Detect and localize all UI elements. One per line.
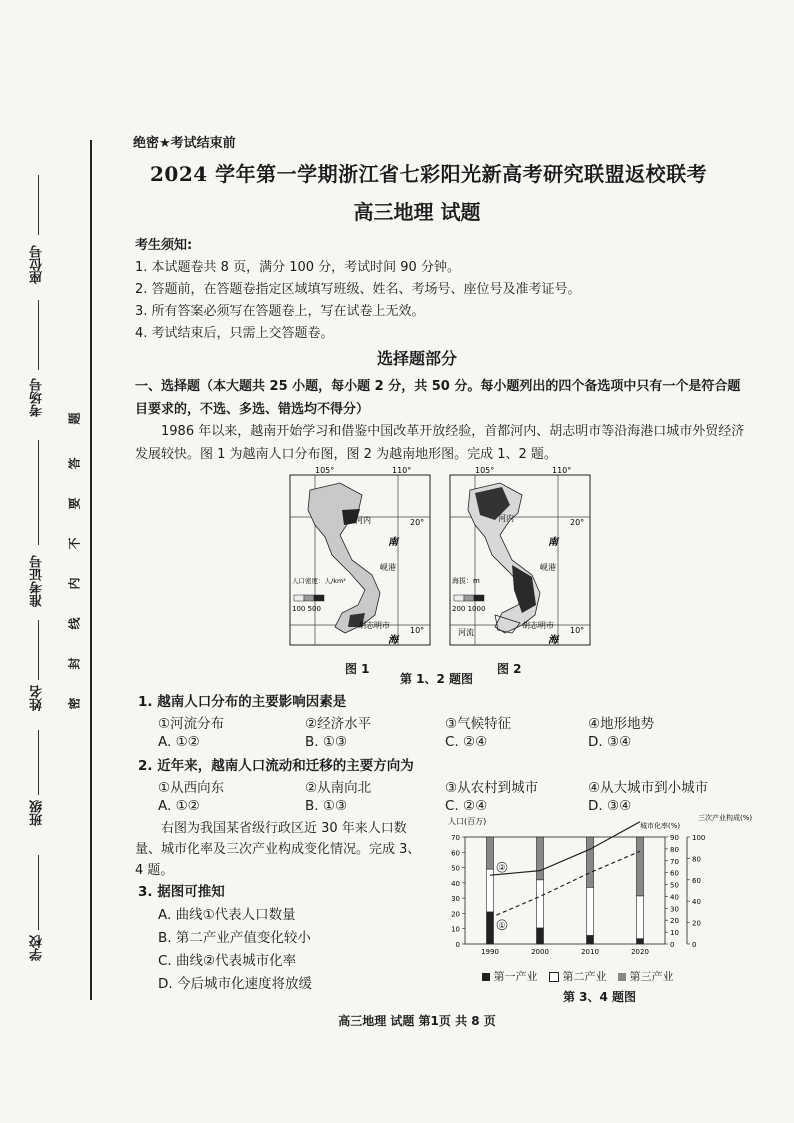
page-footer: 高三地理 试题 第1页 共 8 页 — [338, 1014, 496, 1028]
map1-lat1: 20° — [410, 518, 425, 527]
q1-stem: 1. 越南人口分布的主要影响因素是 — [138, 694, 347, 710]
bar-secondary — [537, 880, 544, 928]
left-tick-label: 50 — [451, 864, 460, 873]
seat-label: 座位号 — [30, 245, 45, 284]
series-1-line — [490, 851, 640, 918]
notice-item: 2. 答题前，在答题卷指定区域填写班级、姓名、考场号、座位号及准考证号。 — [135, 282, 581, 297]
room-label: 考场号 — [30, 378, 45, 417]
q3-option-d[interactable]: D. 今后城市化速度将放缓 — [158, 976, 312, 992]
bar-primary — [587, 935, 594, 944]
left-tick-label: 10 — [451, 925, 460, 934]
series-2-line — [490, 822, 640, 876]
x-tick-label: 2000 — [531, 948, 549, 956]
binding-line — [90, 140, 92, 1000]
bar-secondary — [587, 887, 594, 935]
bar-primary — [537, 928, 544, 944]
q1-option-c[interactable]: C. ②④ — [445, 734, 488, 750]
left-tick-label: 30 — [451, 895, 460, 904]
maps-group-caption: 第 1、2 题图 — [400, 672, 474, 686]
section-title: 选择题部分 — [376, 349, 457, 368]
mid-tick-label: 50 — [670, 881, 679, 890]
mid-tick-label: 10 — [670, 929, 679, 938]
map2-lon2: 110° — [552, 466, 572, 475]
map-terrain — [440, 465, 600, 660]
seal-char: 题 — [67, 412, 82, 425]
map2-sea1: 南 — [548, 537, 558, 548]
left-tick-label: 0 — [455, 941, 460, 949]
q1-choice: ③气候特征 — [445, 716, 512, 732]
q1-choice: ④地形地势 — [588, 716, 655, 732]
left-tick-label: 70 — [451, 834, 460, 842]
mid-axis-label: 城市化率(%) — [640, 822, 681, 830]
q2-option-c[interactable]: C. ②④ — [445, 798, 488, 814]
map1-city-danang: 岘港 — [380, 563, 396, 572]
q2-choice: ③从农村到城市 — [445, 780, 539, 796]
notice-heading: 考生须知: — [135, 238, 193, 253]
chart-legend — [482, 968, 674, 984]
map2-city-hanoi: 河内 — [498, 514, 514, 523]
class-label: 班级 — [30, 800, 45, 826]
map2-legend-values: 200 1000 — [452, 605, 486, 613]
map2-city-hcm: 胡志明市 — [522, 621, 554, 630]
seal-char: 要 — [67, 497, 82, 510]
q3-option-a[interactable]: A. 曲线①代表人口数量 — [158, 907, 296, 923]
q2-option-a[interactable]: A. ①② — [158, 798, 200, 814]
map2-legend-title: 海拔：m — [452, 577, 480, 585]
bar-tertiary — [537, 837, 544, 880]
q1-option-b[interactable]: B. ①③ — [305, 734, 348, 750]
seal-char: 密 — [67, 697, 82, 710]
section-intro: 一、选择题（本大题共 25 小题，每小题 2 分，共 50 分。每小题列出的四个备选项中只有一个是符合题目要求的，不选、多选、错选均不得分） — [135, 379, 741, 417]
map-population — [280, 465, 440, 660]
ticket-field[interactable] — [38, 440, 39, 545]
q2-option-d[interactable]: D. ③④ — [588, 798, 632, 814]
legend-primary: 第一产业 — [493, 970, 538, 983]
map1-city-hcm: 胡志明市 — [358, 621, 390, 630]
right-tick-label: 60 — [692, 876, 701, 885]
mid-tick-label: 60 — [670, 869, 679, 878]
map2-lat1: 20° — [570, 518, 585, 527]
map1-legend-title: 人口密度：人/km² — [292, 577, 346, 585]
map1-lat2: 10° — [410, 626, 425, 635]
map1-sea2: 海 — [388, 635, 398, 646]
chart-caption: 第 3、4 题图 — [563, 990, 637, 1004]
q3-option-c[interactable]: C. 曲线②代表城市化率 — [158, 953, 297, 969]
q1-choice: ①河流分布 — [158, 716, 225, 732]
mid-tick-label: 80 — [670, 845, 679, 854]
seal-char: 不 — [67, 537, 82, 550]
school-field[interactable] — [38, 855, 39, 930]
legend-tertiary: 第三产业 — [629, 970, 674, 983]
q2-choice: ②从南向北 — [305, 780, 372, 796]
q2-stem: 2. 近年来，越南人口流动和迁移的主要方向为 — [138, 758, 414, 774]
notice-item: 4. 考试结束后，只需上交答题卷。 — [135, 326, 334, 341]
population-urbanization-chart — [440, 812, 753, 987]
seal-char: 内 — [67, 577, 82, 590]
right-tick-label: 100 — [692, 834, 706, 842]
secret-mark: 绝密★考试结束前 — [133, 136, 236, 151]
q2-choice: ④从大城市到小城市 — [588, 780, 709, 796]
bar-tertiary — [587, 837, 594, 887]
q1-option-d[interactable]: D. ③④ — [588, 734, 632, 750]
name-label: 姓名 — [30, 685, 45, 711]
right-tick-label: 80 — [692, 855, 701, 864]
exam-title: 2024 学年第一学期浙江省七彩阳光新高考研究联盟返校联考 — [150, 162, 708, 186]
x-tick-label: 1990 — [481, 948, 499, 956]
name-field[interactable] — [38, 620, 39, 680]
series-1-label: ① — [498, 920, 506, 930]
q3-stem: 3. 据图可推知 — [138, 884, 225, 900]
map1-legend-values: 100 500 — [292, 605, 321, 613]
plot-frame — [465, 837, 665, 944]
seal-char: 线 — [67, 617, 82, 630]
map2-lon1: 105° — [475, 466, 495, 475]
legend-swatch-secondary — [549, 972, 559, 982]
map1-sea1: 南 — [388, 537, 398, 548]
right-tick-label: 40 — [692, 898, 701, 907]
mid-tick-label: 40 — [670, 893, 679, 902]
map2-city-danang: 岘港 — [540, 563, 556, 572]
bar-secondary — [637, 896, 644, 939]
passage-2: 右图为我国某省级行政区近 30 年来人口数量、城市化率及三次产业构成变化情况。完成 3、4 题。 — [135, 821, 421, 878]
mid-tick-label: 0 — [670, 941, 675, 949]
notice-item: 1. 本试题卷共 8 页，满分 100 分，考试时间 90 分钟。 — [135, 260, 460, 275]
q3-option-b[interactable]: B. 第二产业产值变化较小 — [158, 930, 311, 946]
map2-sea2: 海 — [548, 635, 558, 646]
map1-caption: 图 1 — [345, 662, 370, 676]
mid-tick-label: 20 — [670, 917, 679, 926]
x-tick-label: 2010 — [581, 948, 599, 956]
q2-option-b[interactable]: B. ①③ — [305, 798, 348, 814]
map2-river-label: 河流 — [458, 628, 474, 637]
ticket-label: 准考证号 — [30, 555, 45, 607]
seal-char: 答 — [67, 457, 82, 470]
left-tick-label: 40 — [451, 879, 460, 888]
seal-char: 封 — [67, 657, 82, 670]
q1-option-a[interactable]: A. ①② — [158, 734, 200, 750]
left-axis-label: 人口(百万) — [448, 817, 487, 826]
mid-tick-label: 90 — [670, 834, 679, 842]
bar-tertiary — [487, 837, 494, 869]
class-field[interactable] — [38, 730, 39, 795]
map1-lon2: 110° — [392, 466, 412, 475]
notice-item: 3. 所有答案必须写在答题卷上，写在试卷上无效。 — [135, 304, 425, 319]
map1-lon1: 105° — [315, 466, 335, 475]
right-tick-label: 20 — [692, 919, 701, 928]
bar-primary — [637, 939, 644, 944]
map1-city-hanoi: 河内 — [355, 516, 371, 525]
mid-tick-label: 70 — [670, 857, 679, 866]
left-tick-label: 20 — [451, 910, 460, 919]
mid-tick-label: 30 — [670, 905, 679, 914]
bar-tertiary — [637, 837, 644, 896]
map2-lat2: 10° — [570, 626, 585, 635]
exam-subtitle: 高三地理 试题 — [353, 200, 481, 224]
left-tick-label: 60 — [451, 849, 460, 858]
passage-1: 1986 年以来，越南开始学习和借鉴中国改革开放经验，首都河内、胡志明市等沿海港口城市外贸经济发展较快。图 1 为越南人口分布图，图 2 为越南地形图。完成 1、2 题。 — [135, 424, 745, 462]
legend-secondary: 第二产业 — [562, 970, 607, 983]
series-2-label: ② — [498, 863, 506, 873]
school-label: 学校 — [30, 935, 45, 961]
right-tick-label: 0 — [692, 941, 697, 949]
map2-caption: 图 2 — [497, 662, 522, 676]
q1-choice: ②经济水平 — [305, 716, 372, 732]
x-tick-label: 2020 — [631, 948, 649, 956]
legend-swatch-tertiary — [618, 973, 626, 981]
right-axis-label: 三次产业构成(%) — [698, 814, 753, 822]
legend-swatch-primary — [482, 973, 490, 981]
q2-choice: ①从西向东 — [158, 780, 225, 796]
